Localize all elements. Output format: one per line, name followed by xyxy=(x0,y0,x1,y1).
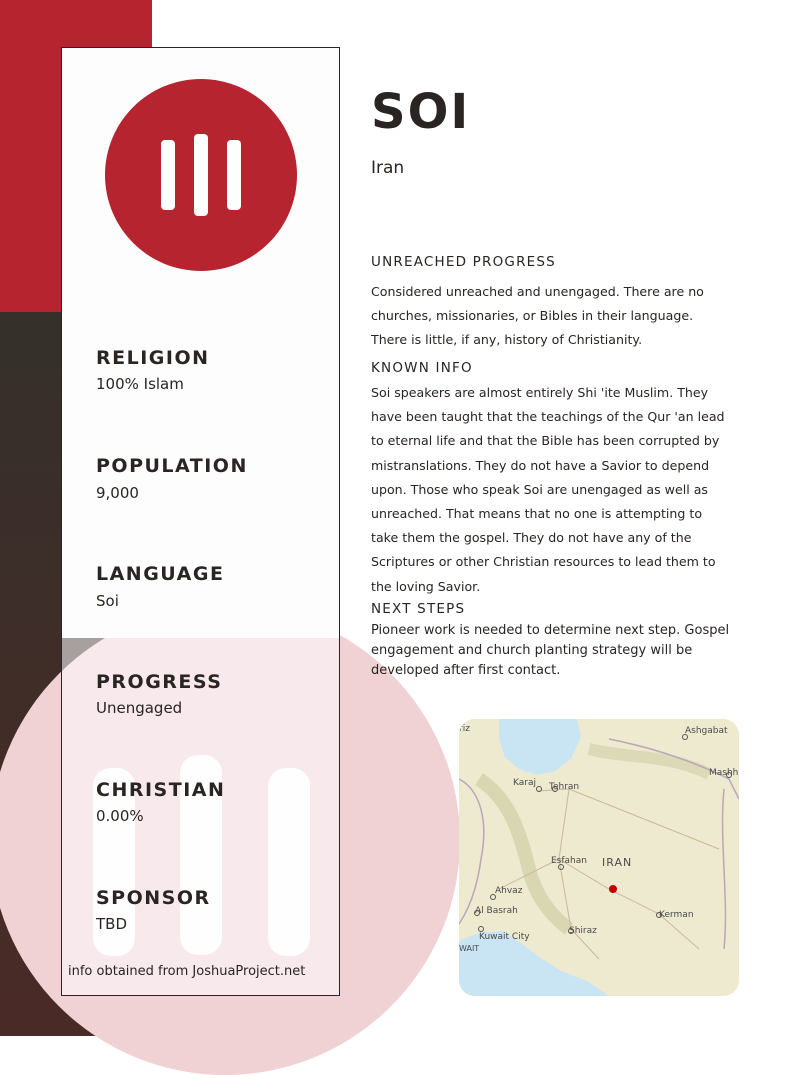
logo-bar xyxy=(194,134,208,216)
next-steps-paragraph xyxy=(371,621,761,681)
language-value: Soi xyxy=(96,592,119,610)
map-graphic xyxy=(459,719,739,996)
unreached-paragraph xyxy=(371,280,761,353)
map-label: Shiraz xyxy=(569,926,597,936)
text-line: Soi speakers are almost entirely Shi 'ite Muslim. They xyxy=(371,385,709,400)
population-label: POPULATION xyxy=(96,455,248,477)
map-label: WAIT xyxy=(459,944,480,953)
logo-bar xyxy=(161,140,175,210)
known-info-paragraph xyxy=(371,381,761,599)
map-label: Esfahan xyxy=(551,856,587,866)
text-line: have been taught that the teachings of the Qur 'an lead xyxy=(371,409,725,425)
text-line: mistranslations. They do not have a Savior to depend xyxy=(371,457,710,473)
text-line: Pioneer work is needed to determine next step. Gospel xyxy=(371,623,730,638)
logo-icon xyxy=(105,79,297,271)
population-value: 9,000 xyxy=(96,484,139,502)
text-line: Considered unreached and unengaged. There are no xyxy=(371,284,704,299)
text-line: Scriptures or other Christian resources to lead them to xyxy=(371,554,716,570)
religion-label: RELIGION xyxy=(96,347,210,369)
map-label: Ahvaz xyxy=(495,886,523,896)
map-label: Kuwait City xyxy=(479,932,530,942)
text-line: churches, missionaries, or Bibles in their language. xyxy=(371,308,694,324)
map-label: Mashh xyxy=(709,768,739,778)
section-heading-unreached: UNREACHED PROGRESS xyxy=(371,254,556,270)
religion-value: 100% Islam xyxy=(96,375,184,393)
christian-label: CHRISTIAN xyxy=(96,779,226,801)
text-line: upon. Those who speak Soi are unengaged as well as xyxy=(371,481,708,497)
source-footer: info obtained from JoshuaProject.net xyxy=(68,964,306,979)
text-line: to eternal life and that the Bible has been corrupted by xyxy=(371,433,720,449)
section-heading-next-steps: NEXT STEPS xyxy=(371,601,466,617)
section-heading-known-info: KNOWN INFO xyxy=(371,360,473,376)
map-label: Ashgabat xyxy=(685,726,728,736)
logo-bar xyxy=(227,140,241,210)
text-line: engagement and church planting strategy will be xyxy=(371,643,693,658)
location-marker-icon xyxy=(609,885,617,893)
progress-label: PROGRESS xyxy=(96,671,223,693)
country-name: Iran xyxy=(371,158,405,178)
language-label: LANGUAGE xyxy=(96,563,225,585)
sponsor-value: TBD xyxy=(96,915,128,933)
text-line: take them the gospel. They do not have any of the xyxy=(371,530,692,546)
text-line: the loving Savior. xyxy=(371,578,481,594)
text-line: developed after first contact. xyxy=(371,663,561,678)
map-label: Tehran xyxy=(549,782,580,792)
map-label: Karaj xyxy=(513,778,536,788)
map-label: Kerman xyxy=(659,910,694,920)
location-map xyxy=(459,719,739,996)
text-line: unreached. That means that no one is attempting to xyxy=(371,506,703,522)
progress-value: Unengaged xyxy=(96,699,183,717)
map-label: IRAN xyxy=(602,856,633,869)
christian-value: 0.00% xyxy=(96,807,144,825)
map-label: Al Basrah xyxy=(475,906,518,916)
page-title: SOI xyxy=(371,84,471,140)
sponsor-label: SPONSOR xyxy=(96,887,211,909)
text-line: There is little, if any, history of Christianity. xyxy=(371,332,643,348)
map-label: riz xyxy=(459,724,470,734)
